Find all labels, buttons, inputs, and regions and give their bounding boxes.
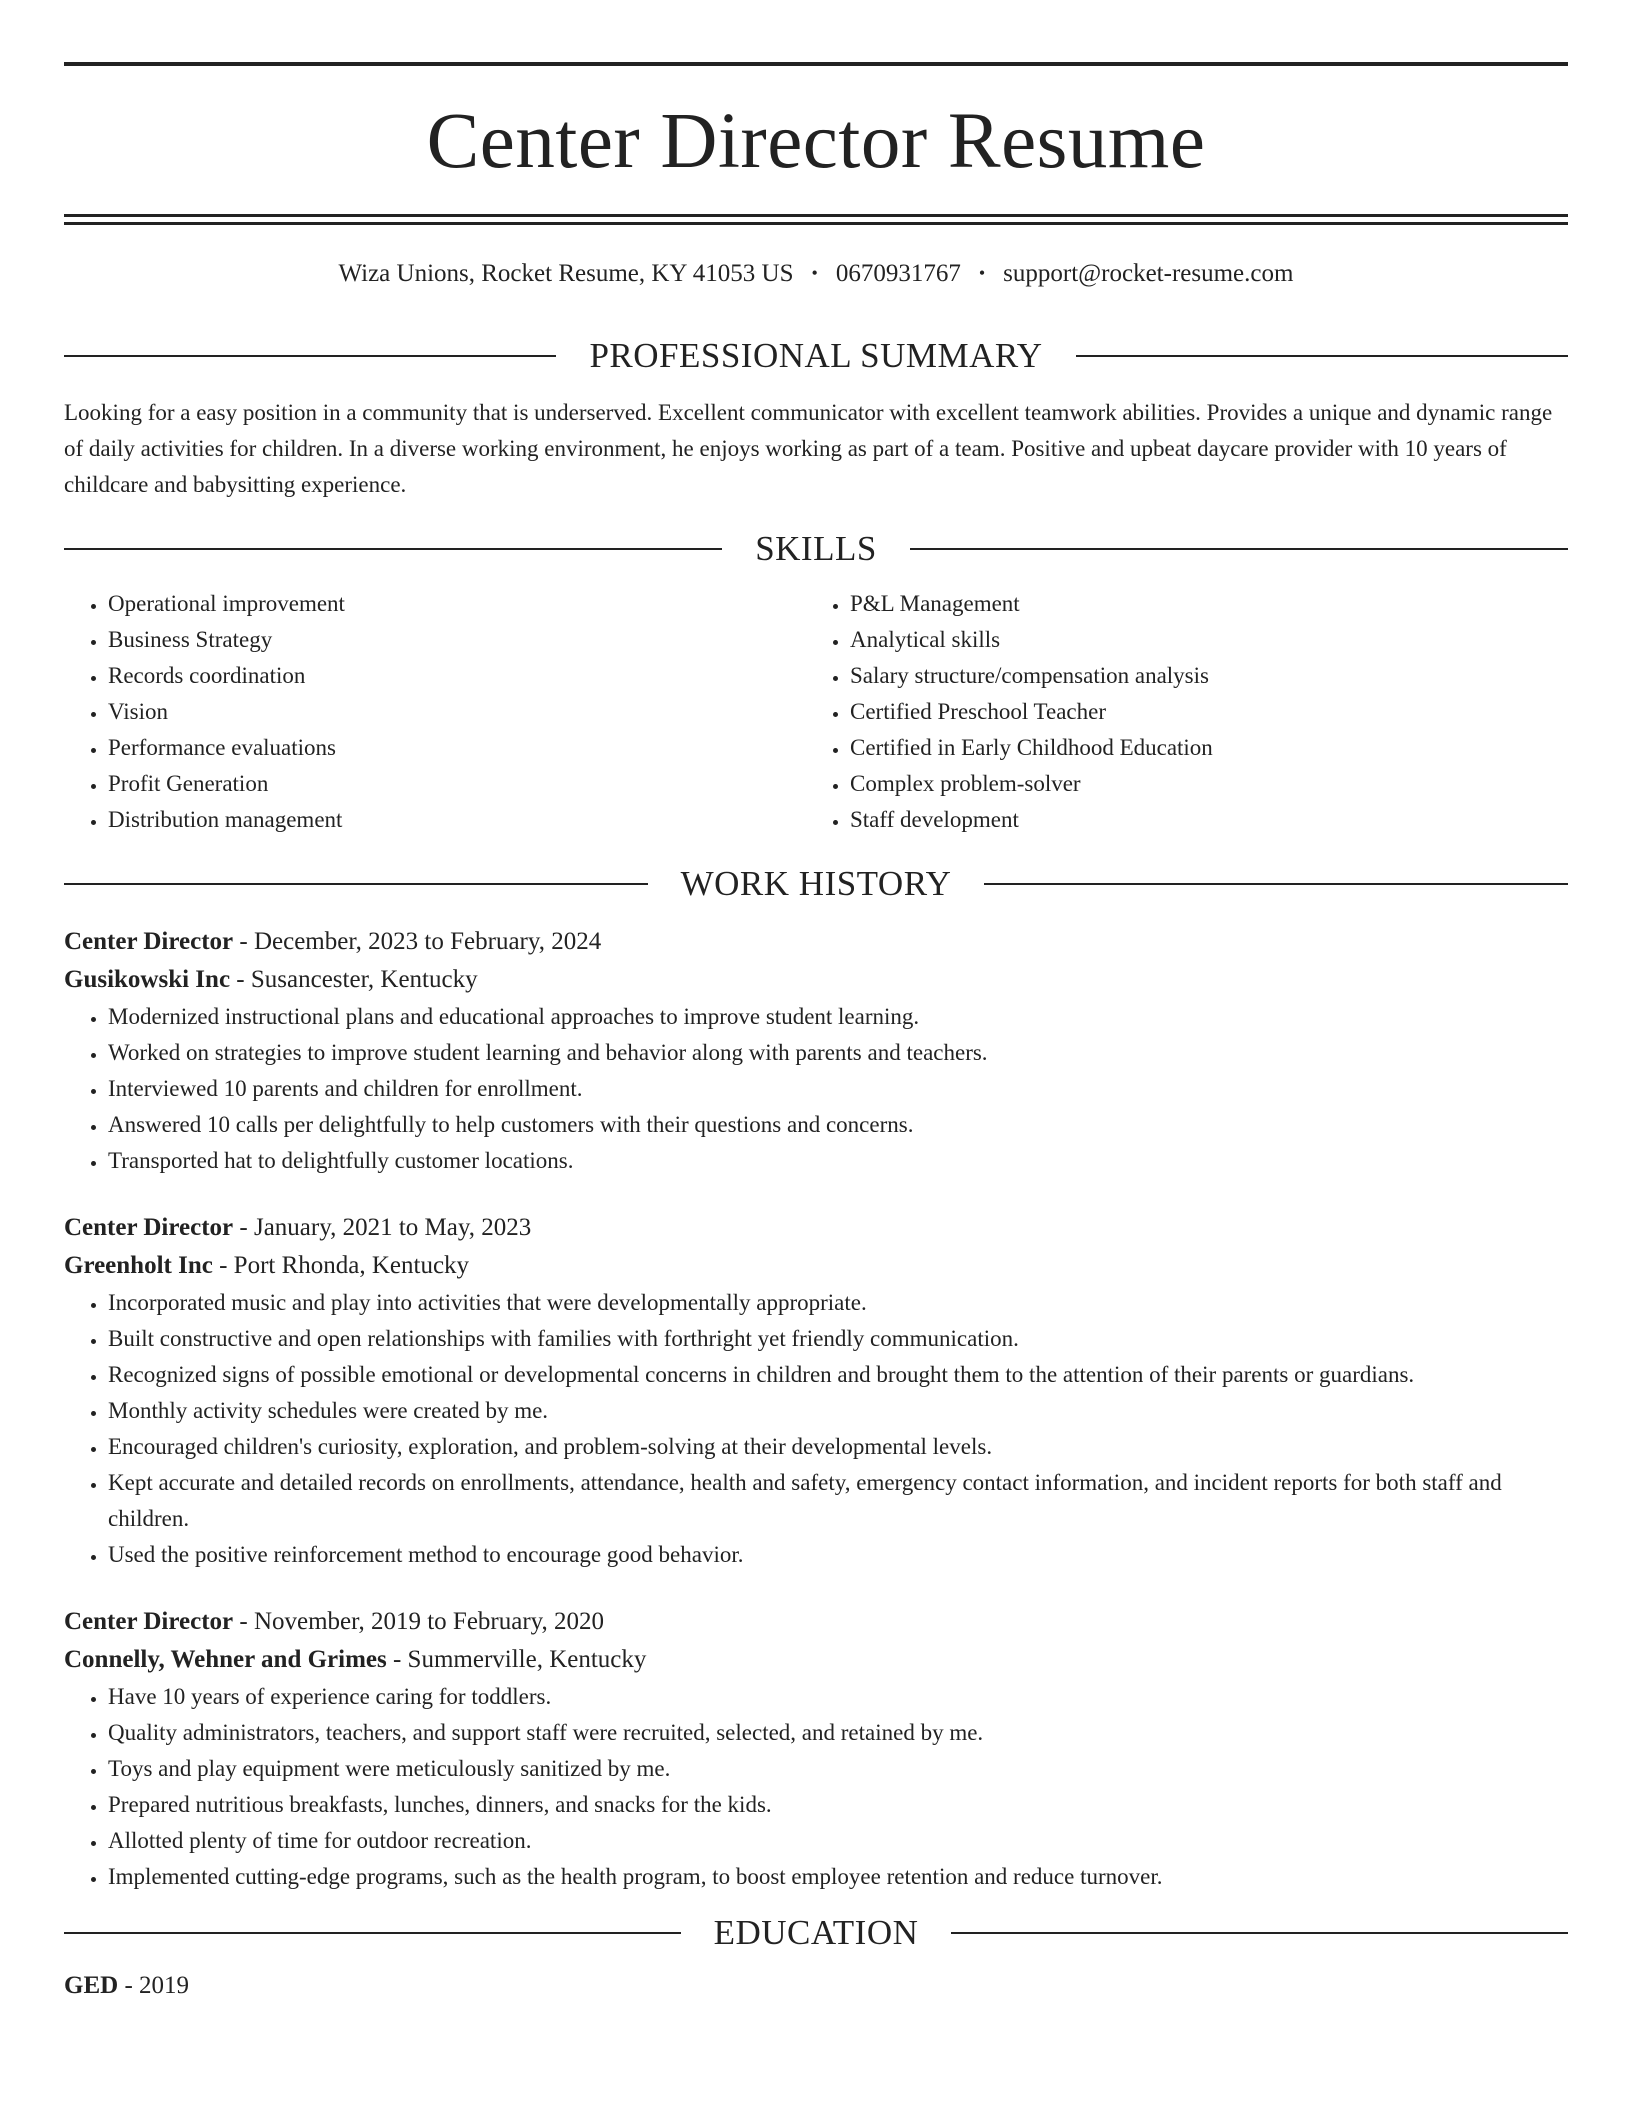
job-bullet: • Kept accurate and detailed records on enrollments, attendance, health and safety, emergency contact information, and incident reports for both staff and children.: [108, 1465, 1568, 1537]
job-bullet: • Modernized instructional plans and educational approaches to improve student learning.: [108, 999, 1568, 1035]
job-dates: - December, 2023 to February, 2024: [233, 928, 602, 955]
job-company-line: [64, 961, 1568, 999]
job-title: Center Director: [64, 928, 234, 955]
section-title-summary: PROFESSIONAL SUMMARY: [589, 336, 1043, 375]
education-year: - 2019: [118, 1972, 190, 1999]
job-bullets: [64, 1285, 1568, 1573]
job-company-line: [64, 1641, 1568, 1679]
summary-text: Looking for a easy position in a community that is underserved. Excellent communicator with excellent teamwork abilities. Provides a unique and dynamic range of daily activities for children. In a diverse working environment, he enjoys working as part of a team. Positive and upbeat daycare provider with 10 years of childcare and babysitting experience.: [64, 400, 1553, 497]
job-title-line: [64, 1209, 1568, 1247]
skill-item: • Performance evaluations: [108, 730, 806, 766]
job-entry: [64, 923, 1568, 1179]
skill-item: • Business Strategy: [108, 622, 806, 658]
divider: [951, 1932, 1568, 1934]
job-location: - Susancester, Kentucky: [230, 966, 478, 993]
job-bullet: • Quality administrators, teachers, and support staff were recruited, selected, and retained by me.: [108, 1715, 1568, 1751]
job-dates: - January, 2021 to May, 2023: [233, 1214, 532, 1241]
skill-item: • Complex problem-solver: [850, 766, 1548, 802]
skill-item: • Records coordination: [108, 658, 806, 694]
job-bullets: [64, 999, 1568, 1179]
section-header-skills: [64, 531, 1568, 566]
divider: [64, 883, 648, 885]
skill-item: • Profit Generation: [108, 766, 806, 802]
job-bullet: • Encouraged children's curiosity, exploration, and problem-solving at their developmental levels.: [108, 1429, 1568, 1465]
job-bullet: • Interviewed 10 parents and children for enrollment.: [108, 1071, 1568, 1107]
skills-column-left: [64, 586, 806, 838]
section-header-education: [64, 1915, 1568, 1950]
contact-separator: •: [978, 262, 986, 283]
skill-item: • Vision: [108, 694, 806, 730]
skills-list-left: [64, 586, 806, 838]
section-title-work: WORK HISTORY: [680, 864, 952, 903]
contact-phone: 0670931767: [835, 260, 961, 287]
skill-item: • Staff development: [850, 802, 1548, 838]
job-bullet: • Prepared nutritious breakfasts, lunches, dinners, and snacks for the kids.: [108, 1787, 1568, 1823]
job-bullets: [64, 1679, 1568, 1895]
job-bullet: • Used the positive reinforcement method to encourage good behavior.: [108, 1537, 1568, 1573]
job-bullet: • Answered 10 calls per delightfully to help customers with their questions and concerns.: [108, 1107, 1568, 1143]
skill-item: • P&L Management: [850, 586, 1548, 622]
job-dates: - November, 2019 to February, 2020: [233, 1608, 605, 1635]
divider: [984, 883, 1568, 885]
job-bullet: • Implemented cutting-edge programs, such as the health program, to boost employee retention and reduce turnover.: [108, 1859, 1568, 1895]
job-title-line: [64, 923, 1568, 961]
section-header-summary: [64, 338, 1568, 373]
skill-item: • Distribution management: [108, 802, 806, 838]
divider: [1076, 355, 1568, 357]
contact-address: Wiza Unions, Rocket Resume, KY 41053 US: [338, 260, 794, 287]
section-header-work: [64, 866, 1568, 901]
divider: [64, 548, 722, 550]
section-title-education: EDUCATION: [713, 1913, 919, 1952]
title-double-rule: [64, 214, 1568, 225]
job-company: Gusikowski Inc: [64, 966, 231, 993]
job-title-line: [64, 1603, 1568, 1641]
job-bullet: • Incorporated music and play into activities that were developmentally appropriate.: [108, 1285, 1568, 1321]
education-degree: GED: [64, 1972, 119, 1999]
skill-item: • Operational improvement: [108, 586, 806, 622]
job-bullet: • Built constructive and open relationships with families with forthright yet friendly communication.: [108, 1321, 1568, 1357]
top-rule: [64, 62, 1568, 66]
job-company: Greenholt Inc: [64, 1252, 213, 1279]
job-company: Connelly, Wehner and Grimes: [64, 1646, 387, 1673]
skill-item: • Analytical skills: [850, 622, 1548, 658]
job-title: Center Director: [64, 1608, 234, 1635]
skills-column-right: [806, 586, 1548, 838]
contact-line: [64, 260, 1568, 288]
section-title-skills: SKILLS: [755, 529, 877, 568]
job-location: - Summerville, Kentucky: [386, 1646, 647, 1673]
skill-item: • Certified Preschool Teacher: [850, 694, 1548, 730]
education-entry: [64, 1972, 1568, 2000]
job-bullet: • Allotted plenty of time for outdoor recreation.: [108, 1823, 1568, 1859]
job-bullet: • Worked on strategies to improve student learning and behavior along with parents and teachers.: [108, 1035, 1568, 1071]
job-entry: [64, 1209, 1568, 1573]
job-bullet: • Transported hat to delightfully customer locations.: [108, 1143, 1568, 1179]
contact-email: support@rocket-resume.com: [1003, 260, 1294, 287]
divider: [910, 548, 1568, 550]
job-bullet: • Toys and play equipment were meticulously sanitized by me.: [108, 1751, 1568, 1787]
job-title: Center Director: [64, 1214, 234, 1241]
divider: [64, 355, 556, 357]
divider: [64, 1932, 681, 1934]
skill-item: • Certified in Early Childhood Education: [850, 730, 1548, 766]
resume-title: Center Director Resume: [426, 98, 1206, 185]
job-entry: [64, 1603, 1568, 1895]
skill-item: • Salary structure/compensation analysis: [850, 658, 1548, 694]
job-bullet: • Monthly activity schedules were created by me.: [108, 1393, 1568, 1429]
job-company-line: [64, 1247, 1568, 1285]
job-bullet: • Have 10 years of experience caring for toddlers.: [108, 1679, 1568, 1715]
job-location: - Port Rhonda, Kentucky: [212, 1252, 470, 1279]
contact-separator: •: [811, 262, 818, 283]
resume-page: [64, 0, 1568, 2000]
skills-list-right: [806, 586, 1548, 838]
job-bullet: • Recognized signs of possible emotional or developmental concerns in children and brought them to the attention of their parents or guardians.: [108, 1357, 1568, 1393]
skills-grid: [64, 586, 1568, 838]
